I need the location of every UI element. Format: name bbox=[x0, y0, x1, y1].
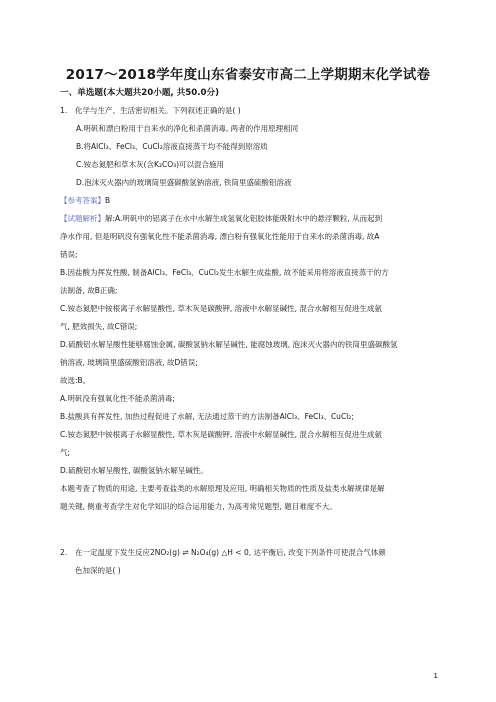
analysis-line-15: D.硫酸铝水解呈酸性, 碳酸氢钠水解呈碱性。 bbox=[60, 466, 208, 475]
analysis-line-7: 气, 肥效损失, 故C错误; bbox=[60, 322, 138, 331]
analysis-line-16: 本题考查了物质的用途, 主要考查盐类的水解原理及应用, 明确相关物质的性质及盐类水解规律是解 bbox=[60, 484, 385, 493]
analysis-line-3: 错误; bbox=[60, 250, 78, 259]
analysis-line-14: 气; bbox=[60, 448, 71, 457]
analysis-line-9: 钠溶液, 玻璃筒里盛硫酸铝溶液, 故D错误; bbox=[60, 358, 198, 367]
analysis-line-13: C.铵态氮肥中铵根离子水解显酸性, 草木灰是碳酸钾, 溶液中水解显碱性, 混合水解相互促进生成氨 bbox=[60, 430, 382, 439]
answer-line bbox=[60, 196, 110, 205]
analysis-line-6: C.铵态氮肥中铵根离子水解显酸性, 草木灰是碳酸钾, 溶液中水解显碱性, 混合水解相互促进生成氨 bbox=[60, 304, 382, 313]
analysis-line-8: D.硫酸铝水解呈酸性能够腐蚀金属, 碳酸氢钠水解呈碱性, 能腐蚀玻璃, 泡沫灭火器内的铁筒里盛碳酸氢 bbox=[60, 340, 398, 349]
analysis-line-17: 题关键, 侧重考查学生对化学知识的综合运用能力, 为高考常见题型, 题目难度不大。 bbox=[60, 502, 337, 511]
analysis-line-12: B.盐酸具有挥发性, 加热过程促进了水解, 无法通过蒸干的方法制备AlCl₃、FeCl₃、CuCl₂; bbox=[60, 412, 354, 421]
analysis-line-11: A.明矾没有强氧化性不能杀菌消毒; bbox=[60, 394, 175, 403]
question-2-stem-line-1: 在一定温度下发生反应2NO₂(g) ⇌ N₂O₄(g) △H < 0, 达平衡后, 改变下列条件可使混合气体颜 bbox=[75, 548, 386, 557]
answer-tag: 【参考答案】 bbox=[60, 196, 105, 205]
section-heading: 一、单选题(本大题共20小题, 共50.0分) bbox=[60, 88, 219, 98]
answer-value: B bbox=[105, 196, 111, 205]
analysis-line-2: 净水作用, 但是明矾没有强氧化性不能杀菌消毒, 漂白粉有强氧化性能用于自来水的杀菌消毒, 故A bbox=[60, 232, 380, 241]
question-2-stem-line-2: 色加深的是( ) bbox=[75, 566, 121, 575]
question-2-number: 2. bbox=[60, 548, 68, 557]
analysis-line-5: 法制备, 故B正确; bbox=[60, 286, 118, 295]
page-title: 2017～2018学年度山东省泰安市高二上学期期末化学试卷 bbox=[65, 67, 431, 83]
question-1-option-d: D.泡沫灭火器内的玻璃筒里盛碳酸氢钠溶液, 铁筒里盛硫酸铝溶液 bbox=[76, 178, 292, 187]
question-1-option-b: B.将AlCl₃、FeCl₃、CuCl₂溶液直接蒸干均不能得到原溶质 bbox=[76, 142, 268, 151]
question-1-number: 1. bbox=[60, 106, 68, 115]
analysis-tag: 【试题解析】 bbox=[60, 214, 105, 223]
analysis-line-4: B.因盐酸为挥发性酸, 制备AlCl₃、FeCl₃、CuCl₂发生水解生成盐酸, 故不能采用将溶液直接蒸干的方 bbox=[60, 268, 389, 277]
analysis-line-1: 【试题解析】解:A.明矾中的铝离子在水中水解生成氢氧化铝胶体能吸附水中的悬浮颗粒, 从而起到 bbox=[60, 214, 383, 223]
analysis-line-10: 故选:B。 bbox=[60, 376, 91, 385]
question-1-stem: 化学与生产、生活密切相关。下列叙述正确的是( ) bbox=[75, 106, 241, 115]
question-1-option-a: A.明矾和漂白粉用于自来水的净化和杀菌消毒, 两者的作用原理相同 bbox=[76, 124, 299, 133]
page-number: 1 bbox=[433, 672, 438, 680]
question-1-option-c: C.铵态氮肥和草木灰(含K₂CO₃)可以混合施用 bbox=[76, 160, 225, 169]
